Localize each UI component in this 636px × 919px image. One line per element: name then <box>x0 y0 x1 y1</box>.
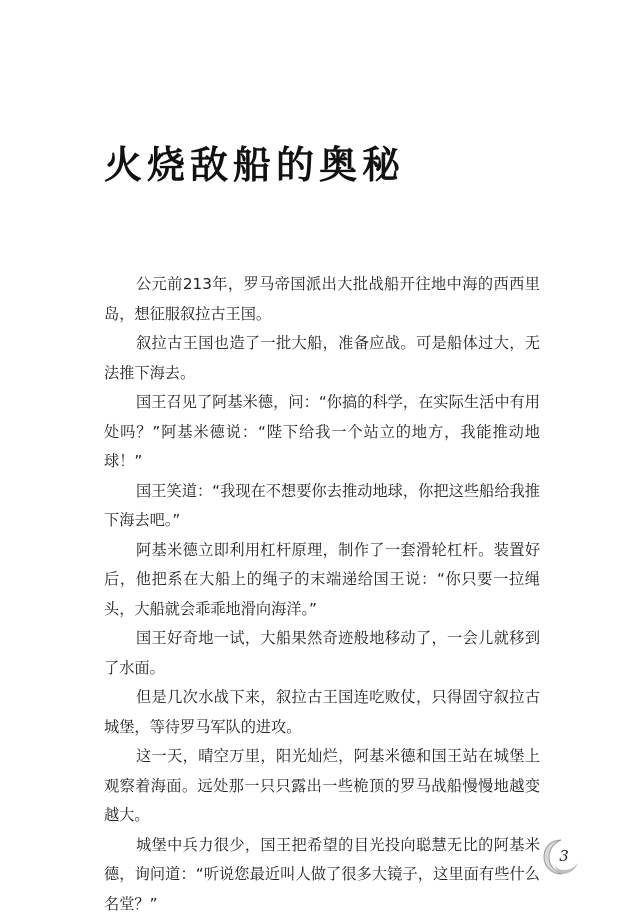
page-number: 3 <box>554 847 574 865</box>
paragraph: 国王召见了阿基米德，问：“你搞的科学，在实际生活中有用处吗？”阿基米德说：“陛下给我一个站立的地方，我能推动地球！” <box>104 388 540 477</box>
paragraph: 阿基米德立即利用杠杆原理，制作了一套滑轮杠杆。装置好后，他把系在大船上的绳子的末端递给国王说：“你只要一拉绳头，大船就会乖乖地滑向海洋。” <box>104 536 540 625</box>
paragraph: 城堡中兵力很少，国王把希望的目光投向聪慧无比的阿基米德，询问道：“听说您最近叫人做了很多大镜子，这里面有些什么名堂？” <box>104 831 540 919</box>
paragraph: 这一天，晴空万里，阳光灿烂，阿基米德和国王站在城堡上观察着海面。远处那一只只露出一些桅顶的罗马战船慢慢地越变越大。 <box>104 742 540 831</box>
chapter-body <box>104 270 540 919</box>
paragraph: 国王好奇地一试，大船果然奇迹般地移动了，一会儿就移到了水面。 <box>104 624 540 683</box>
paragraph: 叙拉古王国也造了一批大船，准备应战。可是船体过大，无法推下海去。 <box>104 329 540 388</box>
page-number-badge <box>540 836 582 878</box>
paragraph: 但是几次水战下来，叙拉古王国连吃败仗，只得固守叙拉古城堡，等待罗马军队的进攻。 <box>104 683 540 742</box>
paragraph: 国王笑道：“我现在不想要你去推动地球，你把这些船给我推下海去吧。” <box>104 477 540 536</box>
chapter-title: 火烧敌船的奥秘 <box>104 141 405 189</box>
paragraph: 公元前213年，罗马帝国派出大批战船开往地中海的西西里岛，想征服叙拉古王国。 <box>104 270 540 329</box>
